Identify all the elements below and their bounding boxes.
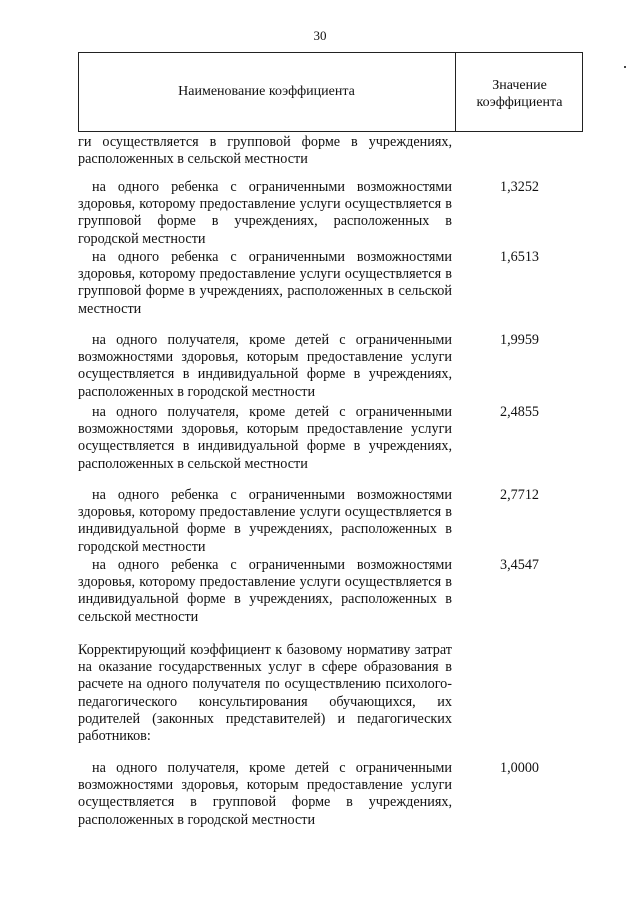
- row-text: ги осуществляется в групповой форме в учреждениях, расположенных в сельской местности: [78, 134, 452, 168]
- table-row: [78, 179, 583, 248]
- row-text: на одного получателя, кроме детей с ограниченными возможностями здоровья, которым предоставление услуги осуществляется в индивидуальной форме в учреждениях, расположенных в сельской местности: [78, 404, 452, 472]
- row-value: 1,3252: [499, 179, 539, 195]
- header-value-line1: Значение: [492, 78, 547, 93]
- table-row: [78, 642, 583, 745]
- header-coefficient-name: Наименование коэффициента: [178, 84, 355, 99]
- row-text: на одного ребенка с ограниченными возможностями здоровья, которому предоставление услуги осуществляется в индивидуальной форме в учреждениях, расположенных в городской местности: [78, 487, 452, 555]
- row-text: на одного получателя, кроме детей с ограниченными возможностями здоровья, которым предоставление услуги осуществляется в групповой форме в учреждениях, расположенных в городской местности: [78, 760, 452, 828]
- page-number: 30: [313, 28, 327, 43]
- table-row: [78, 332, 583, 401]
- row-text: Корректирующий коэффициент к базовому нормативу затрат на оказание государственных услуг в сфере образования в расчете на одного получателя по осуществлению психолого-педагогического консультирования обучающихся, их родителей (законных представителей) и педагогических работников:: [78, 642, 452, 745]
- row-text: на одного ребенка с ограниченными возможностями здоровья, которому предоставление услуги осуществляется в групповой форме в учреждениях, расположенных в сельской местности: [78, 249, 452, 317]
- row-text: на одного получателя, кроме детей с ограниченными возможностями здоровья, которым предоставление услуги осуществляется в индивидуальной форме в учреждениях, расположенных в городской местности: [78, 332, 452, 400]
- table-row: [78, 760, 583, 829]
- scan-mark: [624, 66, 626, 68]
- row-value: 1,0000: [499, 760, 539, 776]
- header-coefficient-value: [456, 52, 583, 132]
- header-value-line2: коэффициента: [476, 95, 563, 110]
- table-row: [78, 249, 583, 318]
- row-value: 1,6513: [499, 249, 539, 265]
- table-row: [78, 487, 583, 556]
- row-value: 3,4547: [499, 557, 539, 573]
- row-value: 2,4855: [499, 404, 539, 420]
- table-row: [78, 557, 583, 626]
- row-value: 1,9959: [499, 332, 539, 348]
- table-row: [78, 134, 583, 168]
- coefficient-table: [78, 52, 583, 892]
- table-row: [78, 404, 583, 473]
- row-text: на одного ребенка с ограниченными возможностями здоровья, которому предоставление услуги осуществляется в групповой форме в учреждениях, расположенных в городской местности: [78, 179, 452, 247]
- row-value: 2,7712: [499, 487, 539, 503]
- row-text: на одного ребенка с ограниченными возможностями здоровья, которому предоставление услуги осуществляется в индивидуальной форме в учреждениях, расположенных в сельской местности: [78, 557, 452, 625]
